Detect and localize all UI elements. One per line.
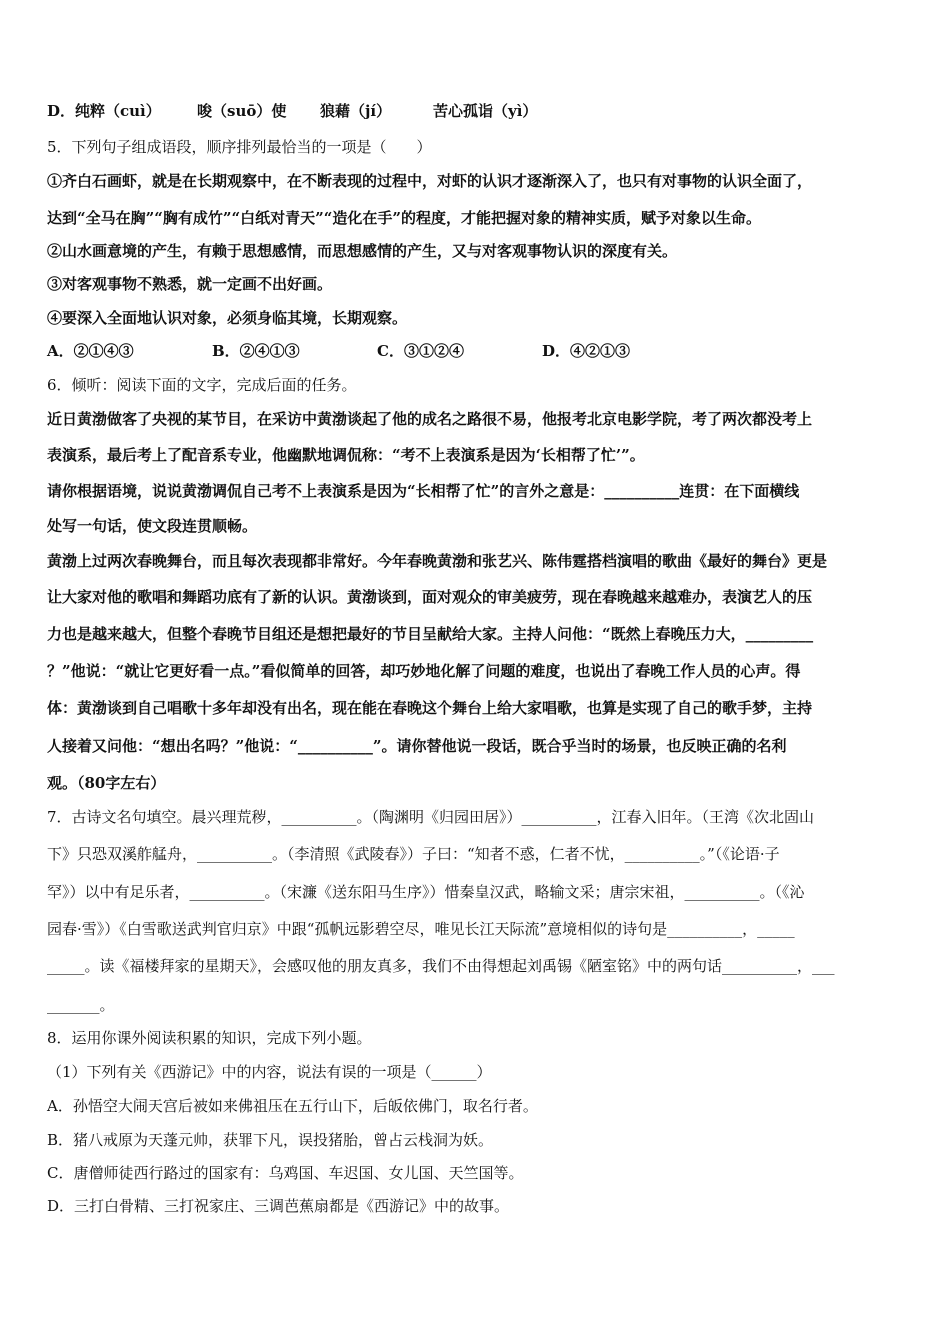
q8-option-b: B．猪八戒原为天蓬元帅，获罪下凡，误投猪胎，曾占云栈洞为妖。: [47, 1131, 494, 1149]
q5-sentence-2: ②山水画意境的产生，有赖于思想感情，而思想感情的产生，又与对客观事物认识的深度有关。: [47, 242, 678, 260]
q8-title: 8．运用你课外阅读积累的知识，完成下列小题。: [47, 1029, 372, 1047]
q7-line-1: 7．古诗文名句填空。晨兴理荒秽，__________。（陶渊明《归园田居》）__________，江春入旧年。（王湾《次北固山: [47, 808, 815, 826]
q4-d-item-4: 苦心孤诣（yì）: [433, 102, 538, 120]
q7-line-4: 园春·雪》）《白雪歌送武判官归京》中跟“孤帆远影碧空尽，唯见长江天际流”意境相似的诗句是__________，_____: [47, 920, 795, 938]
q5-option-b: B．②④①③: [212, 342, 300, 360]
q8-option-d: D．三打白骨精、三打祝家庄、三调芭蕉扇都是《西游记》中的故事。: [47, 1197, 510, 1215]
q5-option-a: A．②①④③: [47, 342, 134, 360]
q5-sentence-1a: ①齐白石画虾，就是在长期观察中，在不断表现的过程中，对虾的认识才逐渐深入了，也只有对事物的认识全面了，: [47, 172, 813, 190]
q6-p2a: 请你根据语境，说说黄渤调侃自己考不上表演系是因为“长相帮了忙”的言外之意是：__________连贯：在下面横线: [47, 482, 800, 500]
q4-d-item-3: 狼藉（jí）: [320, 102, 392, 120]
q8-option-a: A．孙悟空大闹天宫后被如来佛祖压在五行山下，后皈依佛门，取名行者。: [47, 1097, 538, 1115]
q6-p3d: ？”他说：“就让它更好看一点。”看似简单的回答，却巧妙地化解了问题的难度，也说出了春晚工作人员的心声。得: [47, 662, 801, 680]
q6-p3f: 人接着又问他：“想出名吗？”他说：“__________”。请你替他说一段话，既合乎当时的场景，也反映正确的名利: [47, 737, 787, 755]
q6-p3g: 观。（80字左右）: [47, 774, 166, 792]
q5-option-c: C．③①②④: [377, 342, 464, 360]
q7-line-6: _______。: [47, 996, 115, 1014]
q8-subquestion: （1）下列有关《西游记》中的内容，说法有误的一项是（______）: [47, 1063, 492, 1081]
q6-p3c: 力也是越来越大，但整个春晚节目组还是想把最好的节目呈献给大家。主持人问他：“既然上春晚压力大，_________: [47, 625, 814, 643]
q7-line-3: 罕》）以中有足乐者，__________。（宋濂《送东阳马生序》）惜秦皇汉武，略输文采；唐宗宋祖，__________。（《沁: [47, 883, 805, 901]
q6-p3e: 体：黄渤谈到自己唱歌十多年却没有出名，现在能在春晚这个舞台上给大家唱歌，也算是实现了自己的歌手梦，主持: [47, 699, 813, 717]
q6-title: 6．倾听：阅读下面的文字，完成后面的任务。: [47, 376, 357, 394]
q6-p3a: 黄渤上过两次春晚舞台，而且每次表现都非常好。今年春晚黄渤和张艺兴、陈伟霆搭档演唱的歌曲《最好的舞台》更是: [47, 552, 828, 570]
q4-d-item-2: 唆（suō）使: [197, 102, 287, 120]
q7-line-2: 下》只恐双溪舴艋舟，__________。（李清照《武陵春》）子曰：“知者不惑，仁者不忧，__________。”（《论语·子: [47, 845, 780, 863]
q7-line-5: _____。读《福楼拜家的星期天》，会感叹他的朋友真多，我们不由得想起刘禹锡《陋室铭》中的两句话__________，___: [47, 957, 835, 975]
q5-sentence-4: ④要深入全面地认识对象，必须身临其境，长期观察。: [47, 309, 408, 327]
q5-sentence-1b: 达到“全马在胸”“胸有成竹”“白纸对青天”“造化在手”的程度，才能把握对象的精神实质，赋予对象以生命。: [47, 209, 762, 227]
q5-title: 5．下列句子组成语段，顺序排列最恰当的一项是（ ）: [47, 138, 432, 156]
q4-d-item-1: 纯粹（cuì）: [75, 102, 161, 120]
q6-p3b: 让大家对他的歌唱和舞蹈功底有了新的认识。黄渤谈到，面对观众的审美疲劳，现在春晚越来越难办，表演艺人的压: [47, 588, 813, 606]
q5-sentence-3: ③对客观事物不熟悉，就一定画不出好画。: [47, 275, 333, 293]
q5-option-d: D．④②①③: [542, 342, 631, 360]
q6-p2b: 处写一句话，使文段连贯顺畅。: [47, 517, 258, 535]
q8-option-c: C．唐僧师徒西行路过的国家有：乌鸡国、车迟国、女儿国、天竺国等。: [47, 1164, 524, 1182]
q6-p1b: 表演系，最后考上了配音系专业，他幽默地调侃称：“考不上表演系是因为‘长相帮了忙’”。: [47, 446, 645, 464]
q4-d-label: D．: [47, 102, 76, 120]
q6-p1a: 近日黄渤做客了央视的某节目，在采访中黄渤谈起了他的成名之路很不易，他报考北京电影学院，考了两次都没考上: [47, 410, 813, 428]
